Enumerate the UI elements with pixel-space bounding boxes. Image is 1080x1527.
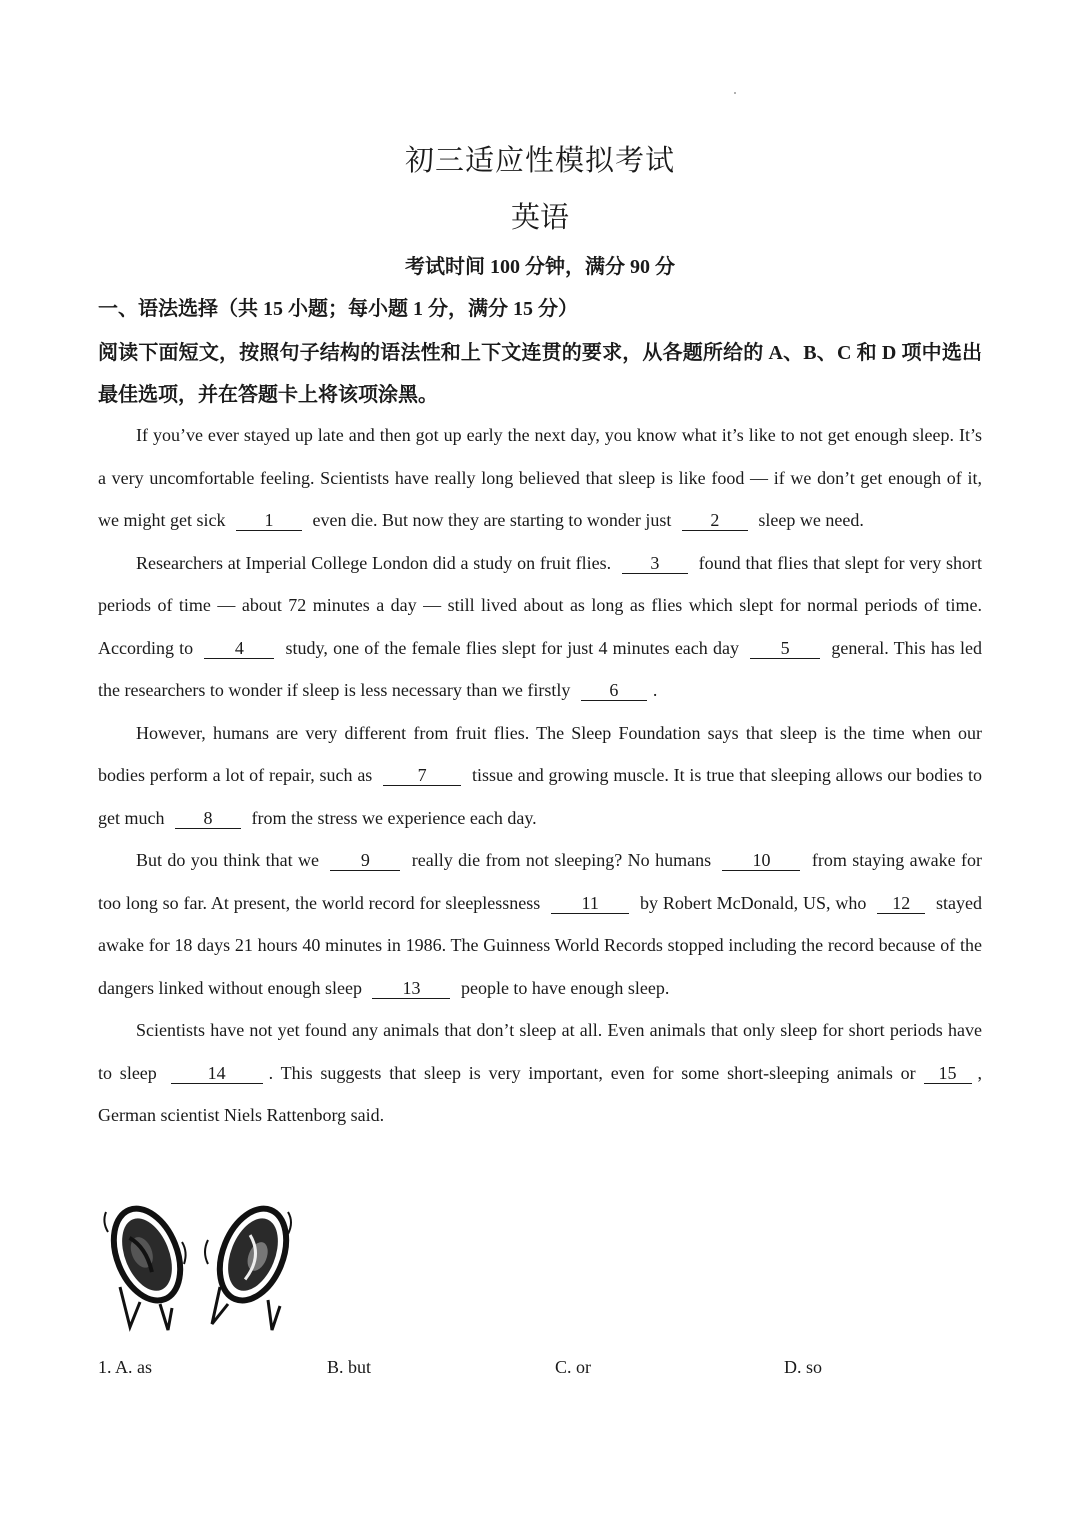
blank-5: 5 <box>750 638 820 659</box>
passage-text: . <box>652 680 658 700</box>
blank-13: 13 <box>372 978 450 999</box>
passage-text: However, humans are very different from fruit flies. The Sleep Foundation says that sleep is the time when our bodies perform a lot of repair, such as <box>98 722 982 785</box>
passage-paragraph-4 <box>98 839 982 1009</box>
exam-title: 初三适应性模拟考试 <box>404 145 675 177</box>
passage-text: from staying awake for too long so far. At present, the world record for sleeplessness <box>98 850 983 913</box>
section-heading: 一、语法选择（共 15 小题；每小题 1 分，满分 15 分） <box>98 298 578 320</box>
exam-time-info: 考试时间 100 分钟，满分 90 分 <box>405 256 675 278</box>
blank-15: 15 <box>924 1063 972 1084</box>
passage-text: tissue and growing muscle. It is true that sleeping allows our bodies to get much <box>98 765 983 828</box>
blank-8: 8 <box>175 808 241 829</box>
reading-passage <box>98 414 982 1137</box>
passage-text: people to have enough sleep. <box>460 977 670 998</box>
option-b[interactable]: B. but <box>327 1357 372 1377</box>
passage-text: Scientists have not yet found any animals that don’t sleep at all. Even animals that only sleep for short periods have to sleep <box>98 1020 982 1083</box>
ringing-alarm-clocks-icon <box>100 1192 300 1332</box>
blank-3: 3 <box>622 553 688 574</box>
passage-text: even die. But now they are starting to wonder just <box>312 510 672 530</box>
blank-4: 4 <box>204 638 274 659</box>
section-instructions: 阅读下面短文，按照句子结构的语法性和上下文连贯的要求，从各题所给的 A、B、C 和 D 项中选出最佳选项，并在答题卡上将该项涂黑。 <box>98 342 982 406</box>
passage-text: from the stress we experience each day. <box>251 807 537 828</box>
scan-speck <box>734 92 736 94</box>
passage-text: sleep we need. <box>758 510 864 530</box>
blank-6: 6 <box>581 680 647 701</box>
right-alarm-clock-icon <box>207 1199 299 1310</box>
blank-1: 1 <box>236 510 302 531</box>
option-d[interactable]: D. so <box>784 1357 823 1377</box>
passage-text: found that flies that slept for very short periods of time — about 72 minutes a day — still lived about as long as flies which slept for normal periods of time. According to <box>98 552 983 658</box>
subject-title: 英语 <box>510 202 569 234</box>
passage-text: , German scientist Niels Rattenborg said. <box>98 1062 982 1125</box>
blank-7: 7 <box>383 765 461 786</box>
passage-paragraph-5 <box>98 1009 982 1137</box>
blank-12: 12 <box>877 893 925 914</box>
option-a[interactable]: 1. A. as <box>98 1357 152 1377</box>
passage-text: really die from not sleeping? No humans <box>411 850 712 870</box>
passage-text: But do you think that we <box>136 850 319 870</box>
passage-paragraph-3 <box>98 712 982 840</box>
passage-text: If you’ve ever stayed up late and then got up early the next day, you know what it’s like to not get enough sleep. It’s a very uncomfortable feeling. Scientists have really long believed that sleep is like food — if we don’t get enough of it, we might get sick <box>98 425 982 530</box>
passage-text: by Robert McDonald, US, who <box>640 892 867 913</box>
blank-14: 14 <box>171 1063 263 1084</box>
alarm-clocks-drawing <box>100 1192 300 1332</box>
passage-text: general. This has led the researchers to wonder if sleep is less necessary than we firstly <box>98 637 983 700</box>
passage-text: Researchers at Imperial College London did a study on fruit flies. <box>136 552 612 573</box>
passage-text: study, one of the female flies slept for just 4 minutes each day <box>285 637 739 658</box>
option-c[interactable]: C. or <box>555 1357 591 1377</box>
passage-paragraph-2 <box>98 542 982 712</box>
blank-11: 11 <box>551 893 629 914</box>
passage-text: stayed awake for 18 days 21 hours 40 minutes in 1986. The Guinness World Records stopped including the record because of the dangers linked without enough sleep <box>98 892 983 998</box>
passage-paragraph-1 <box>98 414 982 542</box>
blank-10: 10 <box>722 850 800 871</box>
blank-2: 2 <box>682 510 748 531</box>
blank-9: 9 <box>330 850 400 871</box>
left-alarm-clock-icon <box>101 1199 193 1310</box>
passage-text: . This suggests that sleep is very important, even for some short-sleeping animals or <box>268 1062 916 1083</box>
